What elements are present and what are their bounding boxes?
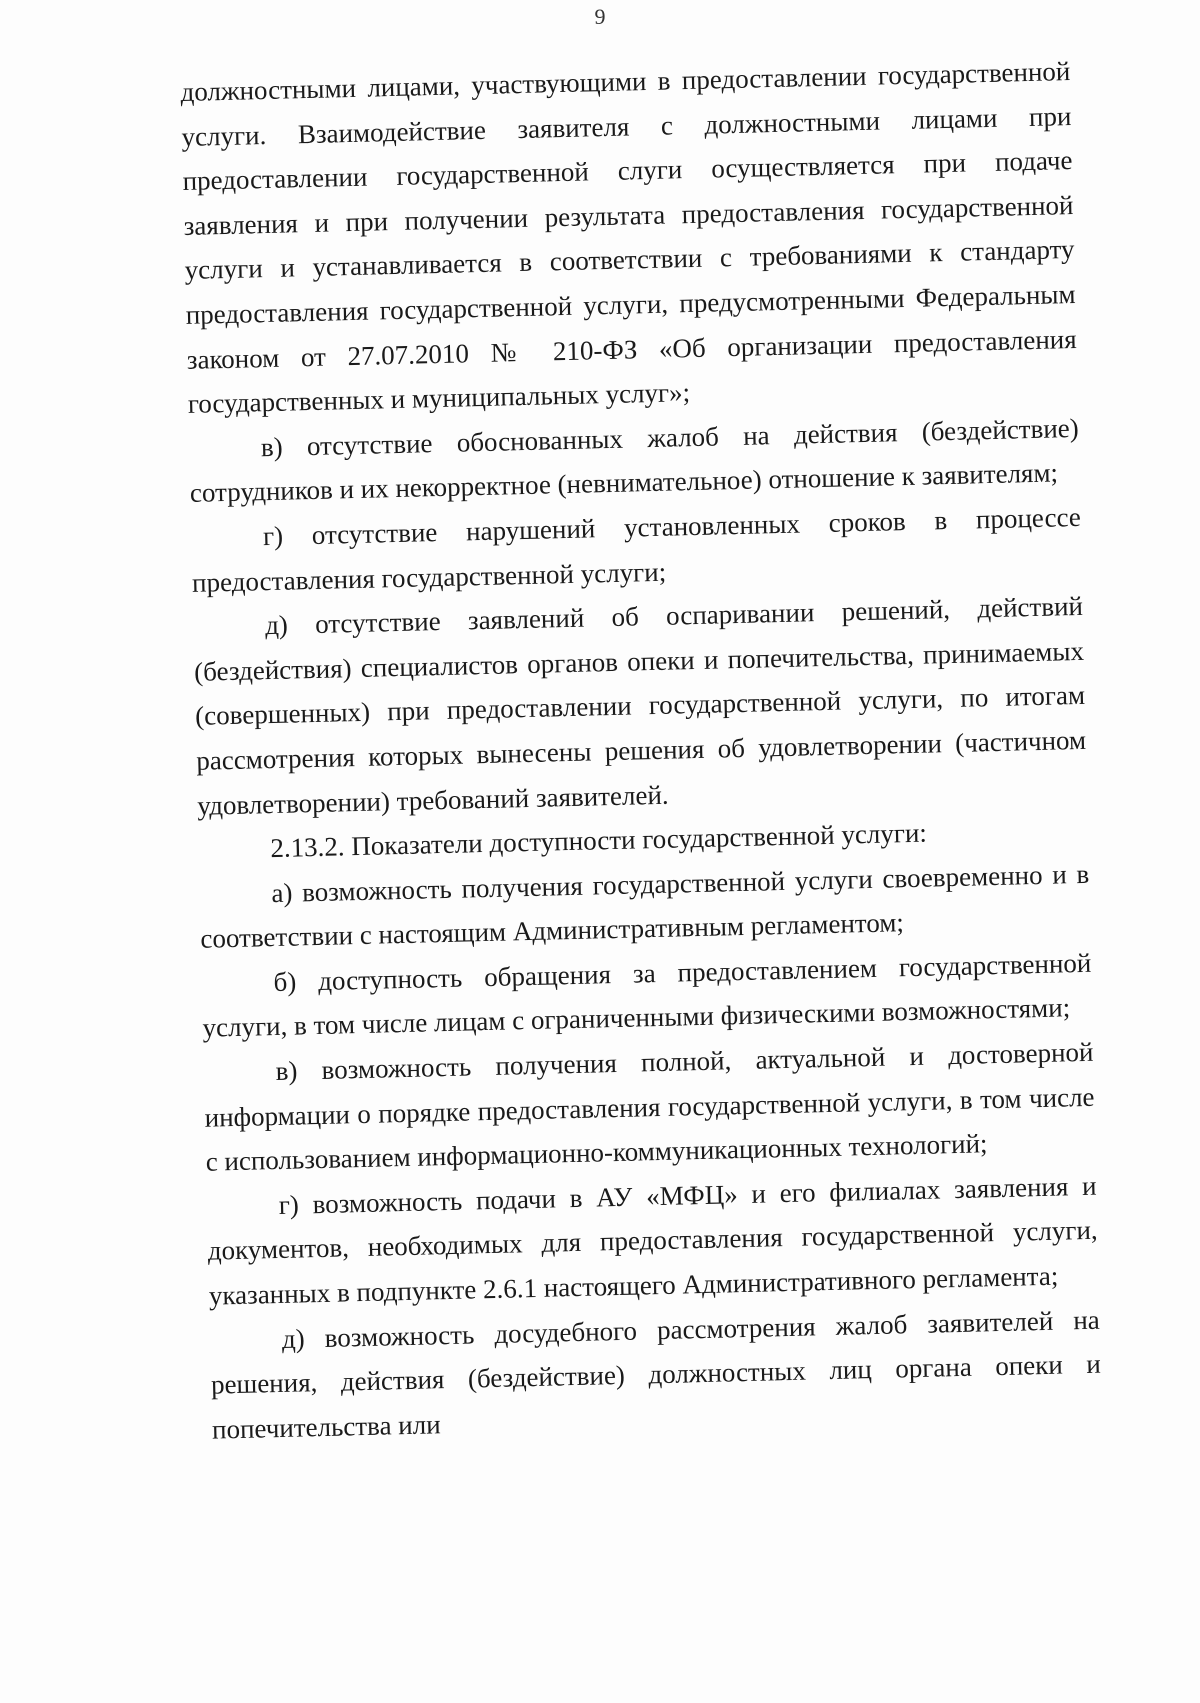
page-number: 9 — [594, 4, 606, 29]
paragraph-item-d-appeals: д) отсутствие заявлений об оспаривании решений, действий (бездействия) специалистов органов опеки и попечительства, принимаемых (совершенных) при предоставлении государственной услуги, по итогам рассмотрения которых вынесены решения об удовлетворении (частичном удовлетворении) требований заявителей. — [193, 591, 1087, 821]
paragraph-item-g-mfc: г) возможность подачи в АУ «МФЦ» и его филиалах заявления и документов, необходимых для предоставления государственной услуги, указанных в подпункте 2.6.1 настоящего Административного регламента; — [207, 1170, 1098, 1311]
paragraph-item-v-information: в) возможность получения полной, актуальной и достоверной информации о порядке предоставления государственной услуги, в том числе с использованием информационно-коммуникационных технологий; — [204, 1036, 1095, 1177]
paragraph-item-d-pretrial: д) возможность досудебного рассмотрения жалоб заявителей на решения, действия (бездействие) должностных лиц органа опеки и попечительства или — [210, 1304, 1102, 1445]
paragraph-official-interaction: должностными лицами, участвующими в предоставлении государственной услуги. Взаимодействие заявителя с должностными лицами при предоставлении государственной слуги осуществляется при подаче заявления и при получении результата предоставления государственной услуги и устанавливается в соответствии с требованиями к стандарту предоставления государственной услуги, предусмотренными Федеральным законом от 27.07.2010 № 210-ФЗ «Об организации предоставления государственных и муниципальных услуг»; — [180, 56, 1077, 420]
paragraph-item-v-complaints: в) отсутствие обоснованных жалоб на действия (бездействие) сотрудников и их некорректное (невнимательное) отношение к заявителям; — [189, 412, 1080, 509]
section-heading-2-13-2: 2.13.2. Показатели доступности государственной услуги: — [270, 817, 928, 864]
paragraph-item-a-timely: а) возможность получения государственной услуги своевременно и в соответствии с настоящим Административным регламентом; — [200, 858, 1090, 955]
paragraph-item-g-deadlines: г) отсутствие нарушений установленных сроков в процессе предоставления государственной услуги; — [191, 501, 1082, 598]
document-body — [180, 49, 1102, 1452]
paragraph-item-b-accessibility: б) доступность обращения за предоставлением государственной услуги, в том числе лицам с ограниченными физическими возможностями; — [202, 947, 1092, 1044]
